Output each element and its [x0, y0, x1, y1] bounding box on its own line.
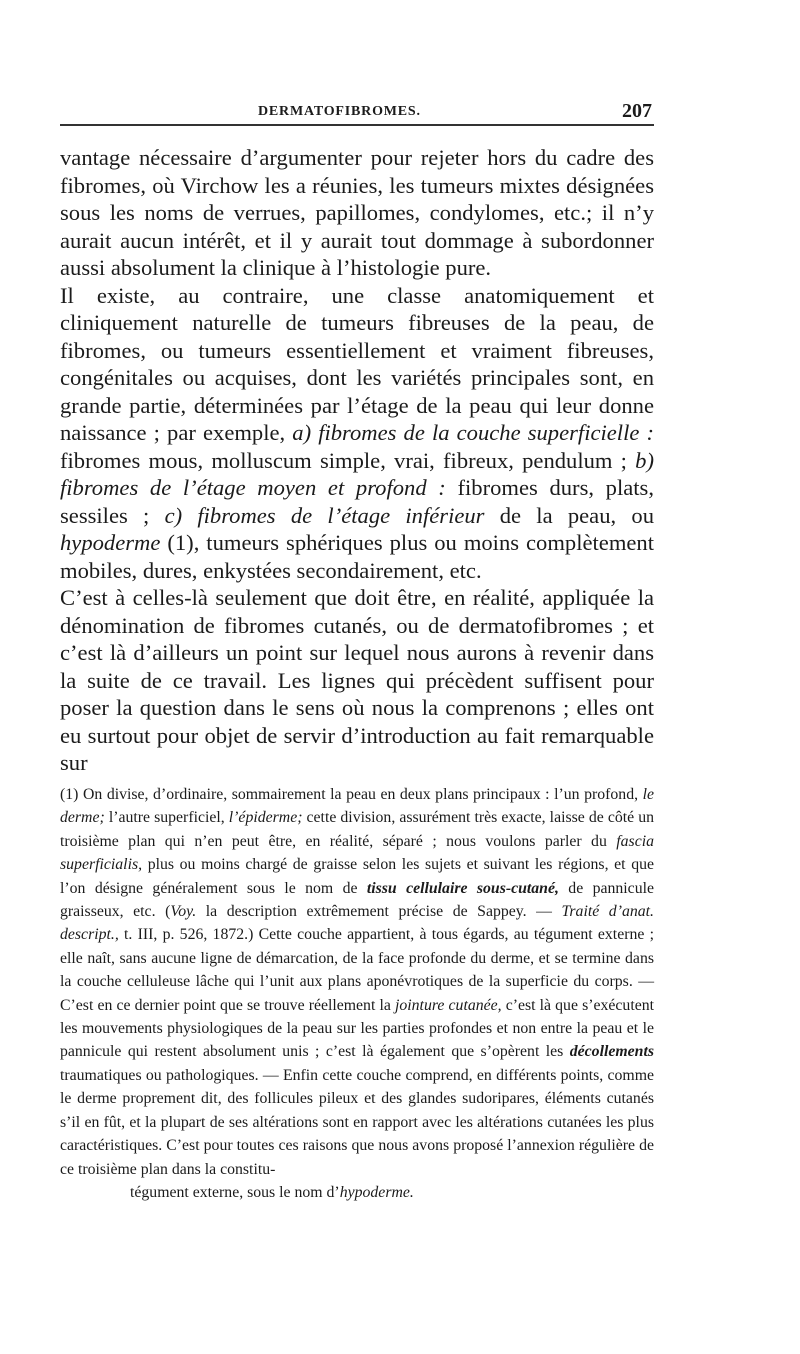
italic-phrase: c) fibromes de l’étage inférieur	[164, 502, 485, 528]
paragraph-1: vantage nécessaire d’argumenter pour rejeter hors du cadre des fibromes, où Virchow les a réunies, les tumeurs mixtes désignées sous les noms de verrues, papillomes, condylomes, etc.; il n’y aurait aucun intérêt, et il y aurait tout dommage à subordonner aussi absolument la clinique à l’histologie pure.	[60, 145, 654, 280]
main-text	[60, 144, 654, 777]
page-number: 207	[622, 100, 652, 122]
footnote-text: (1) On divise, d’ordinaire, sommairement la peau en deux plans principaux : l’un profond, le derme; l’autre superficiel, l’épiderme; cette division, assurément très exacte, laisse de côté un troisième plan qui n’en peut être, en réalité, séparé ; nous voulons parler du fascia superficialis, plus ou moins chargé de graisse selon les sujets et suivant les régions, et que l’on désigne généralement sous le nom de tissu cellulaire sous-cutané, de pannicule graisseux, etc. (Voy. la description extrêmement précise de Sappey. — Traité d’anat. descript., t. III, p. 526, 1872.) Cette couche appartient, à tous égards, au tégument externe ; elle naît, sans aucune ligne de démarcation, de la face profonde du derme, et se termine dans la couche celluleuse lâche qui l’unit aux plans aponévrotiques de la superficie du corps. — C’est en ce dernier point que se trouve réellement la jointure cutanée, c’est là que s’exécutent les mouvements physiologiques de la peau sur les parties profondes et non entre la peau et le pannicule qui restent absolument unis ; c’est là également que s’opèrent les décollements traumatiques ou pathologiques. — Enfin cette couche comprend, en différents points, comme le derme proprement dit, des follicules pileux et des glandes sudoripares, éléments cutanés s’il en fût, et la plupart de ses altérations sont en rapport avec les altérations cutanées les plus caractéristiques. C’est pour toutes ces raisons que nous avons proposé l’annexion régulière de ce troisième plan dans la constitu-	[60, 786, 655, 1178]
italic-phrase: b) fibromes de l’étage moyen et profond :	[60, 447, 654, 500]
paragraph-2: Il existe, au contraire, une classe anatomiquement et cliniquement naturelle de tumeurs fibreuses de la peau, de fibromes, ou tumeurs essentiellement et vraiment fibreuses, congénitales ou acquises, dont les variétés principales sont, en grande partie, déterminées par l’étage de la peau qui leur donne naissance ; par exemple, a) fibromes de la couche superficielle : fibromes mous, molluscum simple, vrai, fibreux, pendulum ; b) fibromes de l’étage moyen et profond : fibromes durs, plats, sessiles ; c) fibromes de l’étage inférieur de la peau, ou hypoderme (1), tumeurs sphériques plus ou moins complètement mobiles, dures, enkystées secondairement, etc.	[60, 282, 655, 583]
italic-phrase: a) fibromes de la couche superficielle :	[292, 420, 655, 445]
paragraph-3: C’est à celles-là seulement que doit être, en réalité, appliquée la dénomination de fibromes cutanés, ou de dermatofibromes ; et c’est là d’ailleurs un point sur lequel nous aurons à revenir dans la suite de ce travail. Les lignes qui précèdent suffisent pour poser la question dans le sens où nous la comprenons ; elles ont eu surtout pour objet de servir d’introduction au fait remarquable sur	[60, 585, 654, 775]
running-head	[60, 100, 652, 124]
header-rule	[60, 124, 654, 126]
footnote-last-line: tégument externe, sous le nom d’hypoderme.	[130, 1183, 414, 1201]
footnote	[60, 783, 654, 1204]
italic-phrase: hypoderme	[60, 530, 161, 555]
running-title: DERMATOFIBROMES.	[258, 104, 421, 119]
